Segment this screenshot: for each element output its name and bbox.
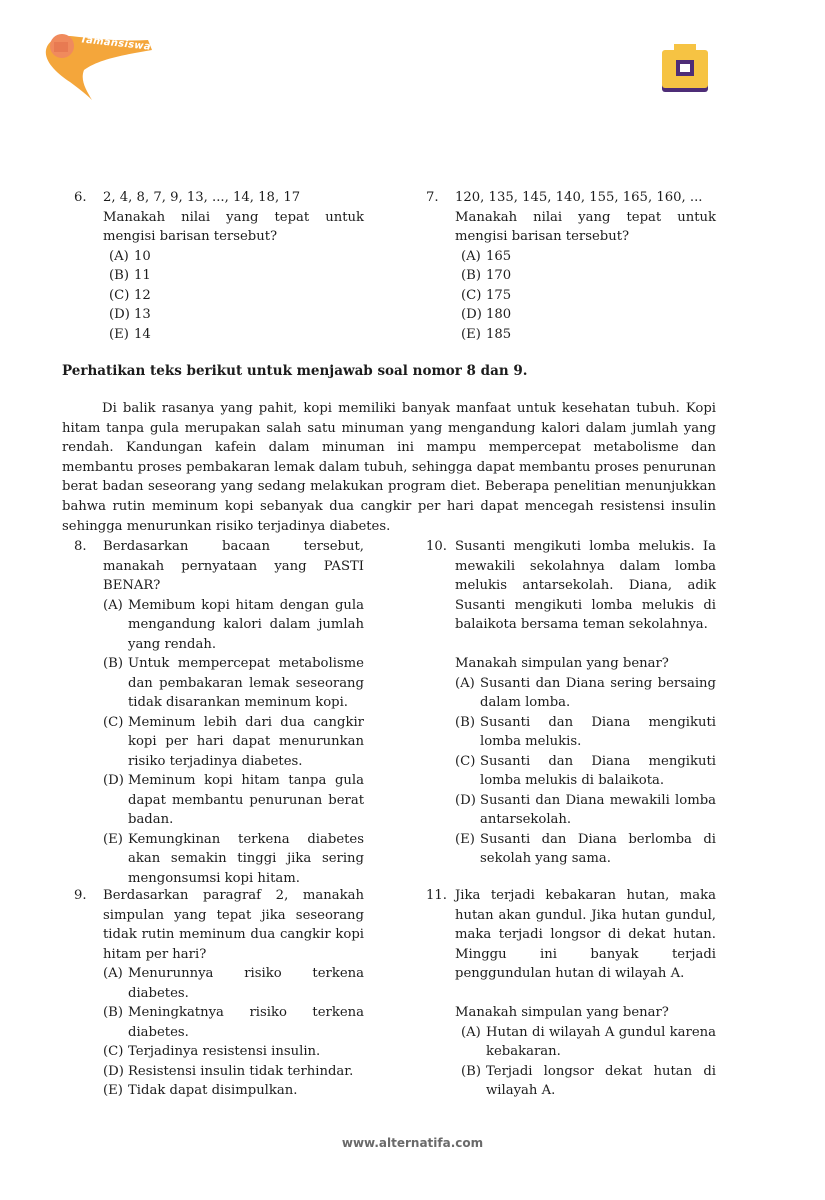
- option-label: (A): [455, 675, 475, 691]
- option-text: 165: [486, 248, 512, 264]
- option-label: (A): [461, 248, 481, 264]
- option-label: (C): [461, 287, 482, 303]
- question-number: 7.: [426, 190, 439, 205]
- reading-instruction: Perhatikan teks berikut untuk menjawab soal nomor 8 dan 9.: [62, 363, 528, 379]
- option-label: (A): [461, 1024, 481, 1040]
- question-6: [62, 188, 364, 344]
- option-label: (A): [109, 248, 129, 264]
- option-text: Tidak dapat disimpulkan.: [128, 1083, 298, 1098]
- option-text: Kemungkinan terkena diabetes akan semakin tinggi jika sering mengonsumsi kopi hitam.: [128, 831, 364, 886]
- question-text: Manakah simpulan yang benar?: [455, 656, 669, 671]
- option-d[interactable]: [109, 305, 364, 325]
- option-label: (D): [103, 1063, 124, 1079]
- option-text: Terjadi longsor dekat hutan di wilayah A.: [486, 1063, 716, 1098]
- option-label: (E): [455, 831, 475, 847]
- option-text: Meningkatnya risiko terkena diabetes.: [128, 1005, 364, 1040]
- option-label: (D): [109, 307, 130, 322]
- reading-passage: Di balik rasanya yang pahit, kopi memiliki banyak manfaat untuk kesehatan tubuh. Kopi hitam tanpa gula merupakan salah satu minuman yang mengandung kalori dalam jumlah yang rendah. Kandungan kafein dalam minuman ini mampu mempercepat metabolisme dan membantu proses pembakaran lemak dalam tubuh, sehingga dapat membantu proses penurunan berat badan seseorang yang sedang melakukan program diet. Beberapa penelitian menunjukkan bahwa rutin meminum kopi sebanyak dua cangkir per hari dapat mencegah resistensi insulin sehingga menurunkan risiko terjadinya diabetes.: [62, 401, 716, 534]
- question-9: [62, 886, 364, 1101]
- option-c[interactable]: [461, 286, 716, 306]
- option-b[interactable]: [461, 266, 716, 286]
- option-c[interactable]: [103, 713, 364, 772]
- question-11: [414, 886, 716, 1101]
- option-text: Hutan di wilayah A gundul karena kebakaran.: [486, 1024, 716, 1059]
- option-label: (A): [103, 966, 123, 981]
- question-number: 8.: [74, 539, 87, 554]
- option-text: Meminum kopi hitam tanpa gula dapat membantu penurunan berat badan.: [128, 773, 364, 827]
- option-label: (C): [103, 1044, 124, 1059]
- option-label: (E): [109, 326, 129, 342]
- question-number: 11.: [426, 888, 447, 903]
- option-text: 170: [486, 268, 512, 283]
- option-text: 10: [134, 248, 151, 264]
- option-d[interactable]: [103, 771, 364, 830]
- option-label: (E): [103, 831, 123, 847]
- option-a[interactable]: [103, 596, 364, 655]
- option-label: (B): [461, 1063, 481, 1079]
- option-a[interactable]: [461, 1023, 716, 1062]
- option-text: Susanti dan Diana mewakili lomba antarsekolah.: [480, 792, 716, 827]
- option-text: Resistensi insulin tidak terhindar.: [128, 1063, 354, 1079]
- option-text: 185: [486, 326, 512, 342]
- option-b[interactable]: [103, 654, 364, 713]
- option-text: Meminum lebih dari dua cangkir kopi per hari dapat menurunkan risiko terjadinya diabetes.: [128, 714, 364, 769]
- option-label: (B): [103, 1005, 123, 1020]
- option-text: Menurunnya risiko terkena diabetes.: [128, 966, 364, 1001]
- question-stem: Susanti mengikuti lomba melukis. Ia mewakili sekolahnya dalam lomba melukis antarsekolah. Diana, adik Susanti mengikuti lomba melukis di balaikota bersama teman sekolahnya.: [455, 539, 716, 632]
- option-c[interactable]: [103, 1042, 364, 1062]
- option-c[interactable]: [455, 752, 716, 791]
- option-text: 13: [134, 307, 151, 322]
- option-text: Untuk mempercepat metabolisme dan pembakaran lemak seseorang tidak disarankan meminum kopi.: [128, 656, 364, 710]
- option-e[interactable]: [103, 830, 364, 889]
- option-text: Susanti dan Diana mengikuti lomba melukis.: [480, 714, 716, 749]
- option-b[interactable]: [103, 1003, 364, 1042]
- option-a[interactable]: [461, 247, 716, 267]
- question-stem: Jika terjadi kebakaran hutan, maka hutan akan gundul. Jika hutan gundul, maka terjadi longsor di dekat hutan. Minggu ini banyak terjadi penggundulan hutan di wilayah A.: [455, 888, 716, 981]
- option-text: 12: [134, 287, 151, 303]
- question-10: [414, 537, 716, 869]
- sequence: 120, 135, 145, 140, 155, 165, 160, ...: [455, 190, 703, 205]
- option-text: Memibum kopi hitam dengan gula mengandung kalori dalam jumlah yang rendah.: [128, 597, 364, 652]
- option-label: (D): [103, 773, 124, 788]
- option-label: (C): [109, 287, 130, 303]
- option-b[interactable]: [109, 266, 364, 286]
- option-text: 14: [134, 326, 151, 342]
- option-a[interactable]: [109, 247, 364, 267]
- question-text: Berdasarkan bacaan tersebut, manakah pernyataan yang PASTI BENAR?: [103, 539, 364, 593]
- option-text: Susanti dan Diana mengikuti lomba melukis di balaikota.: [480, 753, 716, 788]
- option-e[interactable]: [109, 325, 364, 345]
- option-e[interactable]: [461, 325, 716, 345]
- question-text: Manakah nilai yang tepat untuk mengisi barisan tersebut?: [455, 209, 716, 244]
- option-text: 175: [486, 287, 512, 303]
- option-c[interactable]: [109, 286, 364, 306]
- question-text: Berdasarkan paragraf 2, manakah simpulan yang tepat jika seseorang tidak rutin meminum dua cangkir kopi hitam per hari?: [103, 888, 364, 962]
- option-label: (E): [103, 1083, 123, 1098]
- footer-url[interactable]: www.alternatifa.com: [341, 1136, 484, 1150]
- option-a[interactable]: [103, 964, 364, 1003]
- option-label: (B): [461, 268, 481, 283]
- question-text: Manakah nilai yang tepat untuk mengisi barisan tersebut?: [103, 209, 364, 244]
- option-text: Susanti dan Diana sering bersaing dalam lomba.: [480, 675, 716, 710]
- option-label: (B): [109, 268, 129, 283]
- option-label: (A): [103, 597, 123, 613]
- option-label: (B): [455, 714, 475, 730]
- option-label: (C): [103, 714, 124, 730]
- option-text: 11: [134, 268, 151, 283]
- option-label: (E): [461, 326, 481, 342]
- question-number: 10.: [426, 539, 447, 554]
- option-label: (C): [455, 753, 476, 769]
- question-number: 6.: [74, 190, 87, 205]
- option-label: (D): [461, 307, 482, 322]
- option-d[interactable]: [461, 305, 716, 325]
- option-label: (D): [455, 792, 476, 808]
- option-text: Susanti dan Diana berlomba di sekolah yang sama.: [480, 831, 716, 866]
- option-label: (B): [103, 656, 123, 671]
- alternatifa-logo: [660, 44, 712, 94]
- brand-text: Tamansiswa: [79, 34, 152, 53]
- option-b[interactable]: [455, 713, 716, 752]
- option-d[interactable]: [455, 791, 716, 830]
- option-e[interactable]: [455, 830, 716, 869]
- option-a[interactable]: [455, 674, 716, 713]
- question-text: Manakah simpulan yang benar?: [455, 1005, 669, 1020]
- option-text: 180: [486, 307, 512, 322]
- option-e[interactable]: [103, 1081, 364, 1101]
- question-8: [62, 537, 364, 888]
- option-d[interactable]: [103, 1062, 364, 1082]
- question-number: 9.: [74, 888, 87, 903]
- sequence: 2, 4, 8, 7, 9, 13, ..., 14, 18, 17: [103, 190, 301, 205]
- question-7: [414, 188, 716, 344]
- option-b[interactable]: [461, 1062, 716, 1101]
- option-text: Terjadinya resistensi insulin.: [128, 1044, 321, 1059]
